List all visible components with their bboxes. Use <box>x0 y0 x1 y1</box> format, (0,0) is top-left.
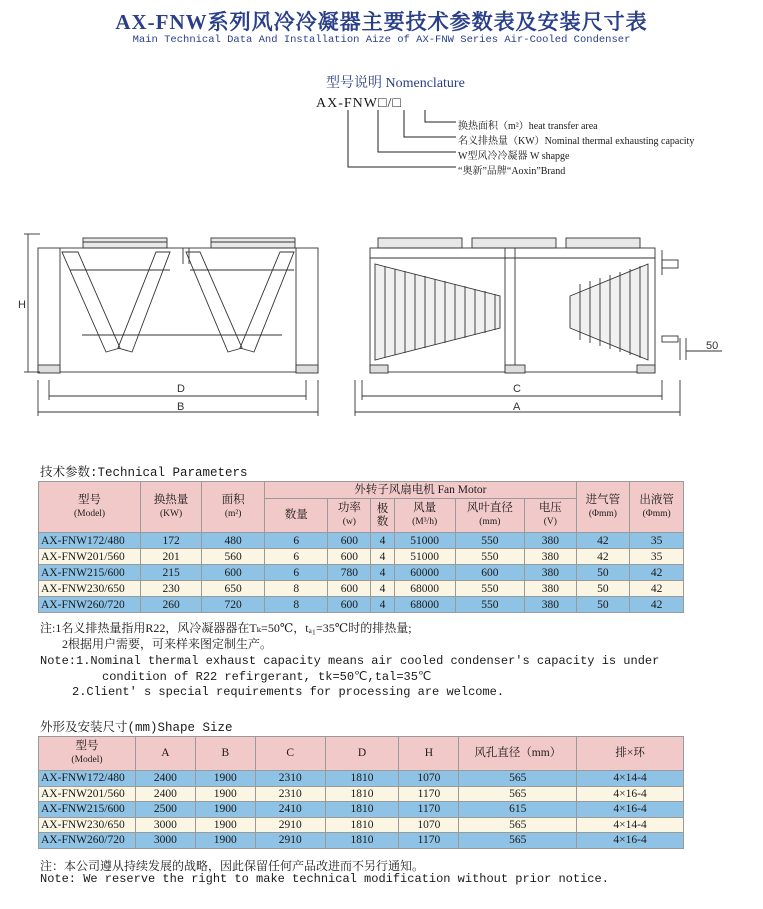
page-subtitle: Main Technical Data And Installation Aize of AX-FNW Series Air-Cooled Condenser <box>132 34 631 46</box>
table-row: AX-FNW260/720 260 720 8 600 4 68000 550 380 50 42 <box>39 597 684 613</box>
dim-label-a: A <box>513 401 521 413</box>
col-inlet: 进气管 (Φmm) <box>576 482 630 533</box>
side-view-drawing <box>24 234 318 416</box>
table-row: AX-FNW201/560 2400 1900 2310 1810 1170 565 4×16-4 <box>39 786 684 802</box>
nomenclature-line-brand: “奥新”品牌“Aoxin”Brand <box>458 166 566 177</box>
col-hole-diameter: 风孔直径（mm） <box>459 737 577 771</box>
dim-label-50: 50 <box>706 340 719 352</box>
col-capacity: 换热量 (KW) <box>141 482 202 533</box>
table-row: AX-FNW201/560 201 560 6 600 4 51000 550 380 42 35 <box>39 549 684 565</box>
note-cn-2: 2根据用户需要，可来样来图定制生产。 <box>62 637 273 651</box>
nomenclature-model-code: AX-FNW□/□ <box>316 96 402 111</box>
col-model: 型号 (Model) <box>39 482 141 533</box>
nomenclature-leader-lines <box>0 0 763 200</box>
col-airflow: 风量 (M³/h) <box>394 499 455 533</box>
tech-params-table <box>38 481 684 613</box>
note-en-3: 2.Client' s special requirements for processing are welcome. <box>72 685 505 699</box>
table-row: AX-FNW172/480 172 480 6 600 4 51000 550 380 42 35 <box>39 533 684 549</box>
col-c: C <box>255 737 325 771</box>
installation-drawings <box>0 220 763 420</box>
table-row: AX-FNW260/720 3000 1900 2910 1810 1170 565 4×16-4 <box>39 833 684 849</box>
col-h: H <box>399 737 459 771</box>
tech-params-title: 技术参数:Technical Parameters <box>40 466 248 480</box>
nomenclature-line-area: 换热面积（m²）heat transfer area <box>458 121 598 132</box>
shape-size-title: 外形及安装尺寸(mm)Shape Size <box>40 721 233 735</box>
nomenclature-line-shape: W型风冷冷凝器 W shapge <box>458 151 570 162</box>
note-cn-1: 注:1名义排热量指用R22，风冷凝器器在Tₖ=50℃，tₐ₁=35℃时的排热量; <box>40 621 412 635</box>
col-power: 功率 (w) <box>328 499 371 533</box>
dim-label-b: B <box>177 401 185 413</box>
front-view-drawing <box>355 238 722 416</box>
table-row: AX-FNW230/650 3000 1900 2910 1810 1070 565 4×14-4 <box>39 817 684 833</box>
col-area: 面积 (m²) <box>202 482 265 533</box>
footer-note-cn: 注：本公司遵从持续发展的战略，因此保留任何产品改进而不另行通知。 <box>40 859 425 873</box>
col-outlet: 出液管 (Φmm) <box>630 482 684 533</box>
table-row: AX-FNW215/600 215 600 6 780 4 60000 600 380 50 42 <box>39 565 684 581</box>
table-row: AX-FNW215/600 2500 1900 2410 1810 1170 615 4×16-4 <box>39 802 684 818</box>
dim-label-h: H <box>18 299 26 311</box>
note-en-2: condition of R22 refirgerant, tk=50℃,tal=35℃ <box>102 670 432 684</box>
shape-size-table <box>38 736 684 849</box>
table-row: AX-FNW230/650 230 650 8 600 4 68000 550 380 50 42 <box>39 581 684 597</box>
col-d: D <box>325 737 399 771</box>
col-a: A <box>135 737 195 771</box>
table-row: AX-FNW172/480 2400 1900 2310 1810 1070 565 4×14-4 <box>39 771 684 787</box>
nomenclature-line-capacity: 名义排热量（KW）Nominal thermal exhausting capacity <box>458 136 695 147</box>
nomenclature-heading: 型号说明 Nomenclature <box>326 76 465 91</box>
col-b: B <box>195 737 255 771</box>
col-rows-rings: 排×环 <box>577 737 684 771</box>
note-en-1: Note:1.Nominal thermal exhaust capacity means air cooled condenser's capacity is under <box>40 654 660 668</box>
col-model: 型号 (Model) <box>39 737 136 771</box>
col-fan-motor-group: 外转子风扇电机 Fan Motor <box>265 482 576 499</box>
col-blade: 风叶直径 (mm) <box>455 499 524 533</box>
col-qty: 数量 <box>265 499 328 533</box>
page-title: AX-FNW系列风冷冷凝器主要技术参数表及安装尺寸表 <box>115 10 648 34</box>
dim-label-d: D <box>177 383 185 395</box>
col-poles: 极 数 <box>371 499 394 533</box>
col-voltage: 电压 (V) <box>525 499 577 533</box>
dim-label-c: C <box>513 383 521 395</box>
footer-note-en: Note: We reserve the right to make technical modification without prior notice. <box>40 872 609 886</box>
